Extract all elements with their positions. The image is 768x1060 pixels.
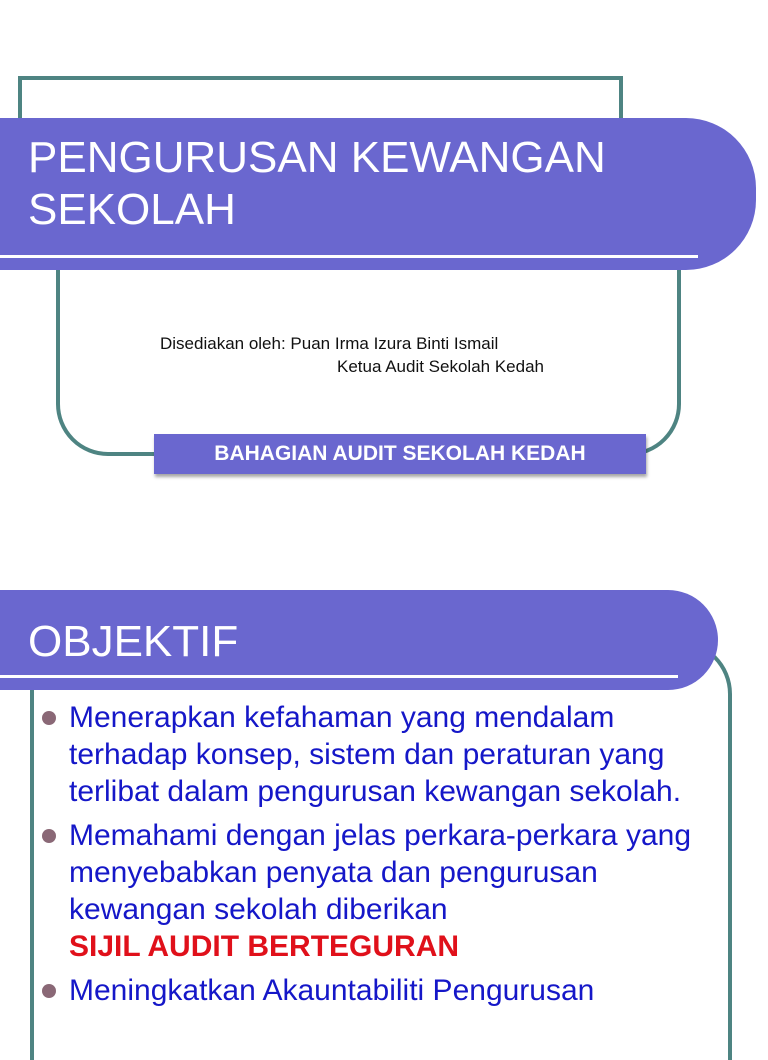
slide2-title-banner [0,590,718,690]
slide1-title [28,132,606,236]
objective-emphasis: SIJIL AUDIT BERTEGURAN [69,930,460,963]
objective-item [38,972,728,1009]
objective-text: Menerapkan kefahaman yang mendalam terhadap konsep, sistem dan peraturan yang terlibat dalam pengurusan kewangan sekolah. [69,701,682,808]
author-position: Ketua Audit Sekolah Kedah [337,357,544,376]
objective-list [38,699,728,1016]
bullet-dot-icon [42,829,56,843]
slide2-title: OBJEKTIF [28,617,239,666]
objective-text: Meningkatkan Akauntabiliti Pengurusan [69,974,595,1007]
banner-underline [0,675,678,678]
objective-text: Memahami dengan jelas perkara-perkara yang menyebabkan penyata dan pengurusan kewangan sekolah diberikan [69,819,692,926]
bullet-dot-icon [42,984,56,998]
slide1-title-line2: SEKOLAH [28,185,236,234]
objective-item [38,699,728,810]
bullet-dot-icon [42,711,56,725]
slide1-title-banner [0,118,756,270]
unit-label: BAHAGIAN AUDIT SEKOLAH KEDAH [154,434,646,474]
slide1-title-line1: PENGURUSAN KEWANGAN [28,133,606,182]
objective-item [38,817,728,965]
banner-underline [0,255,698,258]
prepared-by-block [160,332,544,378]
prepared-by-text: Disediakan oleh: Puan Irma Izura Binti Ismail [160,334,499,353]
